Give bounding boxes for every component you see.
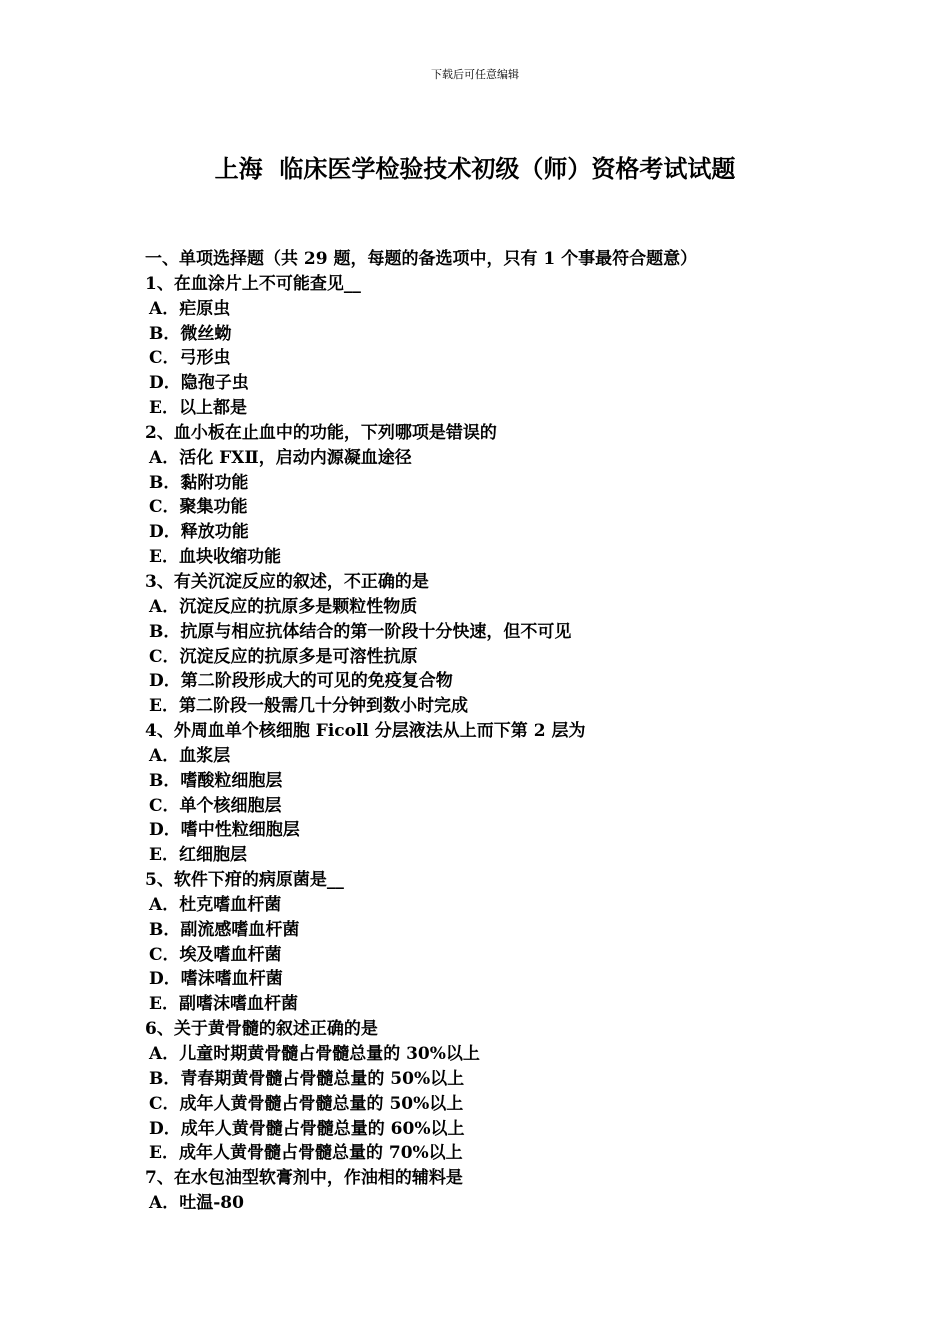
option-c: C．沉淀反应的抗原多是可溶性抗原 xyxy=(149,646,418,667)
option-c: C．聚集功能 xyxy=(149,497,248,518)
option-e: E．成年人黄骨髓占骨髓总量的 70%以上 xyxy=(149,1143,463,1164)
document-title: 上海 临床医学检验技术初级（师）资格考试试题 xyxy=(214,154,736,183)
option-e: E．红细胞层 xyxy=(149,845,247,866)
question-text: 3、有关沉淀反应的叙述，不正确的是 xyxy=(145,571,429,592)
question-3 xyxy=(145,570,885,719)
option-d: D．嗜沫嗜血杆菌 xyxy=(149,969,283,990)
option-d: D．第二阶段形成大的可见的免疫复合物 xyxy=(149,671,453,692)
option-a: A．血浆层 xyxy=(149,745,231,766)
option-a: A．儿童时期黄骨髓占骨髓总量的 30%以上 xyxy=(149,1044,480,1064)
option-c: C．单个核细胞层 xyxy=(149,795,282,816)
question-text: 4、外周血单个核细胞 Ficoll 分层液法从上而下第 2 层为 xyxy=(145,721,586,742)
question-1 xyxy=(145,272,885,421)
option-b: B．抗原与相应抗体结合的第一阶段十分快速，但不可见 xyxy=(149,621,572,642)
option-a: A．杜克嗜血杆菌 xyxy=(149,894,282,915)
question-7 xyxy=(145,1166,885,1216)
option-b: B．微丝蚴 xyxy=(149,323,232,344)
option-c: C．成年人黄骨髓占骨髓总量的 50%以上 xyxy=(149,1093,464,1114)
option-e: E．血块收缩功能 xyxy=(149,547,281,568)
option-a: A．沉淀反应的抗原多是颗粒性物质 xyxy=(149,596,418,617)
option-e: E．以上都是 xyxy=(149,398,247,419)
option-a: A．疟原虫 xyxy=(149,298,231,319)
question-text: 2、血小板在止血中的功能，下列哪项是错误的 xyxy=(145,422,497,443)
option-e: E．第二阶段一般需几十分钟到数小时完成 xyxy=(149,696,468,717)
question-text: 7、在水包油型软膏剂中，作油相的辅料是 xyxy=(145,1168,463,1189)
option-a: A．吐温-80 xyxy=(149,1193,244,1214)
option-d: D．嗜中性粒细胞层 xyxy=(149,820,300,841)
option-d: D．成年人黄骨髓占骨髓总量的 60%以上 xyxy=(149,1118,465,1139)
question-5 xyxy=(145,868,885,1017)
question-text: 1、在血涂片上不可能查见__ xyxy=(145,273,361,294)
option-d: D．隐孢子虫 xyxy=(149,373,249,394)
option-b: B．嗜酸粒细胞层 xyxy=(149,770,283,791)
option-b: B．青春期黄骨髓占骨髓总量的 50%以上 xyxy=(149,1068,465,1089)
option-c: C．埃及嗜血杆菌 xyxy=(149,944,282,965)
question-2 xyxy=(145,421,885,570)
question-4 xyxy=(145,719,885,868)
option-a: A．活化 FXⅡ，启动内源凝血途径 xyxy=(149,447,412,468)
option-b: B．副流感嗜血杆菌 xyxy=(149,919,300,940)
option-b: B．黏附功能 xyxy=(149,472,249,493)
question-6 xyxy=(145,1017,885,1166)
option-d: D．释放功能 xyxy=(149,522,249,543)
question-text: 6、关于黄骨髓的叙述正确的是 xyxy=(145,1019,378,1040)
question-text: 5、软件下疳的病原菌是__ xyxy=(145,870,344,891)
option-e: E．副嗜沫嗜血杆菌 xyxy=(149,994,298,1015)
document-body xyxy=(145,247,885,1216)
header-note: 下载后可任意编辑 xyxy=(431,68,519,81)
section-heading: 一、单项选择题（共 29 题，每题的备选项中，只有 1 个事最符合题意） xyxy=(145,249,698,269)
option-c: C．弓形虫 xyxy=(149,348,231,369)
